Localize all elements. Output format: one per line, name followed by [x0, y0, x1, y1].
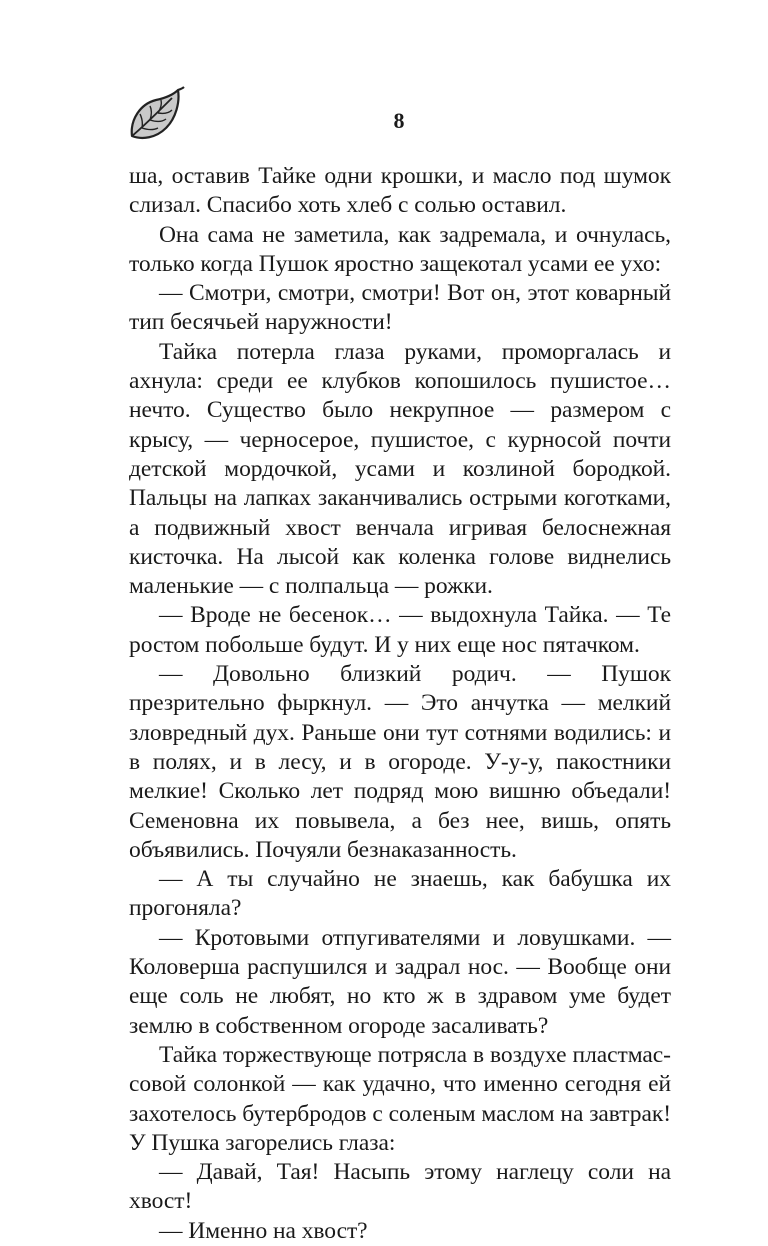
paragraph: ша, оставив Тайке одни крошки, и масло под шумок слизал. Спасибо хоть хлеб с солью оставил.: [129, 163, 671, 219]
paragraph: Она сама не заметила, как задремала, и очнулась, только когда Пушок яростно защекотал усами ее ухо:: [129, 221, 671, 277]
paragraph: Тайка торжествующе потрясла в воздухе пластмассовой солонкой — как удачно, что именно сегодня ей захотелось бутербродов с соленым маслом на завтрак! У Пушка загорелись глаза:: [129, 1041, 671, 1156]
paragraph: — Вроде не бесенок… — выдохнула Тайка. — Те ростом побольше будут. И у них еще нос пятачком.: [129, 602, 671, 658]
page-number: 8: [393, 108, 405, 133]
paragraph: — А ты случайно не знаешь, как бабушка их прогоняла?: [129, 866, 671, 922]
leaf-icon: [126, 86, 186, 146]
paragraph: — Смотри, смотри, смотри! Вот он, этот коварный тип бесячьей наружности!: [129, 280, 671, 336]
paragraph: — Давай, Тая! Насыпь этому наглецу соли на хвост!: [129, 1159, 671, 1215]
paragraph: — Именно на хвост?: [159, 1217, 368, 1244]
body-text: [129, 162, 671, 1246]
paragraph: — Кротовыми отпугивателями и ловушками. — Коловерша распушился и задрал нос. — Вообще они еще соль не любят, но кто ж в здравом уме будет землю в собственном огороде засаливать?: [129, 924, 671, 1039]
paragraph: — Довольно близкий родич. — Пушок презрительно фыркнул. — Это анчутка — мелкий зловредный дух. Раньше они тут сотнями водились: и в полях, и в лесу, и в огороде. У-у-у, пакостники мелкие! Сколько лет подряд мою вишню объедали! Семеновна их повывела, а без нее, вишь, опять объявились. Почуяли безнаказанность.: [129, 661, 671, 863]
paragraph: Тайка потерла глаза руками, проморгалась и ахнула: среди ее клубков копошилось пушистое… нечто. Существо было некрупное — размером с крысу, — черносерое, пушистое, с курносой почти детской мордочкой, усами и козлиной бородкой. Пальцы на лапках заканчивались острыми коготками, а подвижный хвост венчала игривая белоснежная кисточка. На лысой как коленка голове виднелись маленькие — с полпальца — рожки.: [129, 338, 671, 600]
